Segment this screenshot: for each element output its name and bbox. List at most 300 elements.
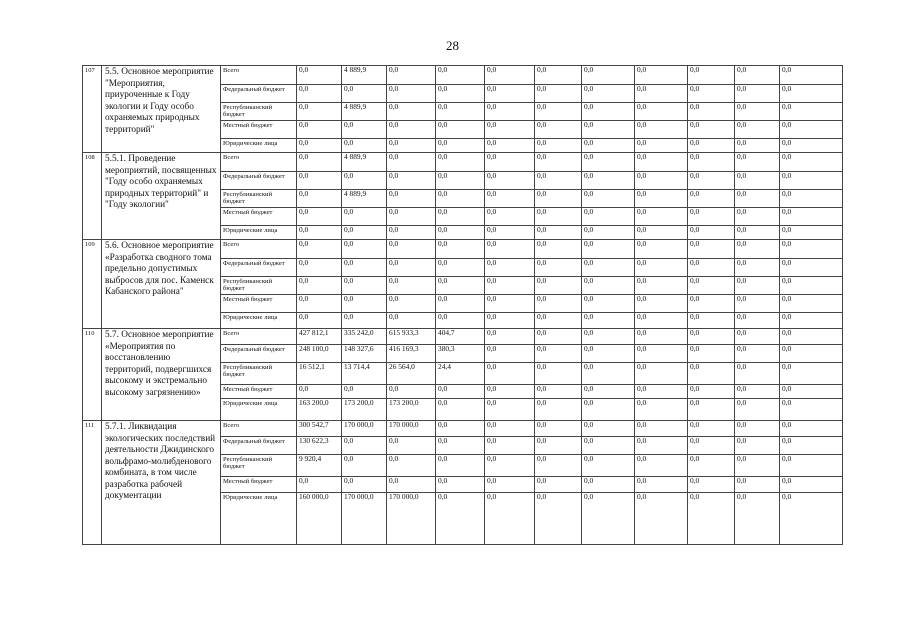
amount-cell: 0,0: [485, 259, 535, 277]
amount-cell: 380,3: [436, 345, 485, 363]
amount-cell: 0,0: [387, 103, 436, 121]
amount-cell: 0,0: [297, 85, 342, 103]
amount-cell: 0,0: [436, 172, 485, 190]
amount-cell: 0,0: [582, 66, 635, 85]
amount-cell: 0,0: [485, 172, 535, 190]
amount-cell: 0,0: [582, 139, 635, 153]
amount-cell: 170 000,0: [387, 493, 436, 545]
amount-cell: 0,0: [387, 259, 436, 277]
amount-cell: 0,0: [342, 259, 387, 277]
amount-cell: 0,0: [436, 455, 485, 477]
amount-cell: 0,0: [735, 240, 780, 259]
amount-cell: 0,0: [297, 103, 342, 121]
amount-cell: 0,0: [735, 493, 780, 545]
amount-cell: 0,0: [780, 226, 843, 240]
amount-cell: 0,0: [780, 313, 843, 329]
amount-cell: 148 327,6: [342, 345, 387, 363]
amount-cell: 170 000,0: [342, 421, 387, 437]
amount-cell: 0,0: [780, 421, 843, 437]
table-row: [83, 66, 843, 85]
amount-cell: 0,0: [485, 455, 535, 477]
amount-cell: 0,0: [387, 208, 436, 226]
amount-cell: 0,0: [582, 85, 635, 103]
amount-cell: 0,0: [780, 363, 843, 385]
amount-cell: 0,0: [535, 226, 582, 240]
amount-cell: 0,0: [635, 240, 688, 259]
amount-cell: 0,0: [635, 313, 688, 329]
amount-cell: 0,0: [688, 437, 735, 455]
amount-cell: 0,0: [688, 66, 735, 85]
table-row: [83, 153, 843, 172]
amount-cell: 0,0: [436, 477, 485, 493]
amount-cell: 0,0: [780, 259, 843, 277]
amount-cell: 0,0: [635, 295, 688, 313]
amount-cell: 0,0: [485, 66, 535, 85]
amount-cell: 0,0: [780, 240, 843, 259]
amount-cell: 163 200,0: [297, 399, 342, 421]
funding-source: Юридические лица: [221, 226, 297, 240]
amount-cell: 335 242,0: [342, 329, 387, 345]
amount-cell: 0,0: [582, 477, 635, 493]
amount-cell: 0,0: [342, 85, 387, 103]
amount-cell: 0,0: [485, 240, 535, 259]
amount-cell: 0,0: [485, 295, 535, 313]
amount-cell: 0,0: [688, 208, 735, 226]
amount-cell: 0,0: [485, 121, 535, 139]
amount-cell: 26 564,0: [387, 363, 436, 385]
amount-cell: 0,0: [780, 455, 843, 477]
amount-cell: 0,0: [635, 172, 688, 190]
amount-cell: 0,0: [635, 190, 688, 208]
amount-cell: 0,0: [735, 313, 780, 329]
amount-cell: 9 920,4: [297, 455, 342, 477]
amount-cell: 0,0: [436, 399, 485, 421]
amount-cell: 0,0: [582, 103, 635, 121]
funding-source: Федеральный бюджет: [221, 259, 297, 277]
amount-cell: 0,0: [387, 385, 436, 399]
amount-cell: 300 542,7: [297, 421, 342, 437]
amount-cell: 0,0: [780, 172, 843, 190]
amount-cell: 0,0: [780, 85, 843, 103]
amount-cell: 160 000,0: [297, 493, 342, 545]
amount-cell: 0,0: [436, 85, 485, 103]
amount-cell: 0,0: [535, 345, 582, 363]
amount-cell: 0,0: [297, 139, 342, 153]
funding-source: Республиканский бюджет: [221, 103, 297, 121]
amount-cell: 0,0: [635, 66, 688, 85]
amount-cell: 0,0: [436, 493, 485, 545]
amount-cell: 0,0: [582, 277, 635, 295]
amount-cell: 0,0: [735, 385, 780, 399]
row-number: 107: [83, 66, 102, 153]
amount-cell: 0,0: [688, 226, 735, 240]
amount-cell: 0,0: [342, 313, 387, 329]
amount-cell: 0,0: [780, 477, 843, 493]
amount-cell: 170 000,0: [342, 493, 387, 545]
amount-cell: 0,0: [735, 277, 780, 295]
amount-cell: 0,0: [297, 153, 342, 172]
amount-cell: 0,0: [485, 190, 535, 208]
amount-cell: 0,0: [297, 172, 342, 190]
amount-cell: 0,0: [688, 240, 735, 259]
amount-cell: 0,0: [688, 190, 735, 208]
table-row: [83, 421, 843, 437]
amount-cell: 0,0: [297, 66, 342, 85]
funding-source: Всего: [221, 329, 297, 345]
amount-cell: 0,0: [436, 421, 485, 437]
amount-cell: 0,0: [535, 329, 582, 345]
amount-cell: 0,0: [342, 139, 387, 153]
amount-cell: 0,0: [780, 493, 843, 545]
amount-cell: 0,0: [297, 477, 342, 493]
funding-source: Федеральный бюджет: [221, 437, 297, 455]
funding-source: Местный бюджет: [221, 477, 297, 493]
funding-source: Юридические лица: [221, 139, 297, 153]
amount-cell: 0,0: [342, 226, 387, 240]
amount-cell: 0,0: [582, 437, 635, 455]
amount-cell: 0,0: [387, 477, 436, 493]
amount-cell: 0,0: [635, 455, 688, 477]
amount-cell: 0,0: [582, 313, 635, 329]
amount-cell: 0,0: [387, 240, 436, 259]
amount-cell: 0,0: [535, 208, 582, 226]
amount-cell: 0,0: [436, 437, 485, 455]
amount-cell: 0,0: [735, 259, 780, 277]
amount-cell: 0,0: [485, 345, 535, 363]
measure-name: 5.6. Основное мероприятие «Разработка сводного тома предельно допустимых выбросов для пос. Каменск Кабанского района": [102, 240, 221, 329]
amount-cell: 0,0: [297, 121, 342, 139]
funding-source: Местный бюджет: [221, 208, 297, 226]
row-number: 109: [83, 240, 102, 329]
amount-cell: 0,0: [735, 85, 780, 103]
funding-source: Местный бюджет: [221, 295, 297, 313]
amount-cell: 0,0: [635, 493, 688, 545]
amount-cell: 0,0: [436, 259, 485, 277]
amount-cell: 0,0: [485, 385, 535, 399]
amount-cell: 0,0: [688, 329, 735, 345]
amount-cell: 0,0: [342, 437, 387, 455]
amount-cell: 0,0: [342, 385, 387, 399]
amount-cell: 0,0: [635, 363, 688, 385]
amount-cell: 0,0: [735, 190, 780, 208]
amount-cell: 0,0: [780, 399, 843, 421]
amount-cell: 0,0: [535, 277, 582, 295]
amount-cell: 0,0: [436, 226, 485, 240]
amount-cell: 0,0: [780, 329, 843, 345]
funding-source: Республиканский бюджет: [221, 363, 297, 385]
amount-cell: 0,0: [635, 226, 688, 240]
amount-cell: 0,0: [582, 455, 635, 477]
amount-cell: 4 889,9: [342, 153, 387, 172]
amount-cell: 0,0: [582, 329, 635, 345]
amount-cell: 0,0: [735, 399, 780, 421]
amount-cell: 0,0: [688, 363, 735, 385]
amount-cell: 0,0: [635, 421, 688, 437]
amount-cell: 0,0: [582, 190, 635, 208]
amount-cell: 0,0: [635, 259, 688, 277]
amount-cell: 0,0: [688, 153, 735, 172]
amount-cell: 0,0: [485, 208, 535, 226]
amount-cell: 0,0: [582, 226, 635, 240]
amount-cell: 0,0: [688, 121, 735, 139]
amount-cell: 0,0: [780, 277, 843, 295]
amount-cell: 0,0: [735, 329, 780, 345]
amount-cell: 0,0: [436, 66, 485, 85]
amount-cell: 0,0: [436, 208, 485, 226]
funding-source: Федеральный бюджет: [221, 172, 297, 190]
amount-cell: 0,0: [436, 103, 485, 121]
amount-cell: 0,0: [582, 345, 635, 363]
amount-cell: 0,0: [688, 295, 735, 313]
amount-cell: 130 622,3: [297, 437, 342, 455]
amount-cell: 0,0: [735, 139, 780, 153]
amount-cell: 0,0: [582, 295, 635, 313]
amount-cell: 0,0: [297, 190, 342, 208]
amount-cell: 0,0: [342, 277, 387, 295]
amount-cell: 0,0: [635, 103, 688, 121]
amount-cell: 0,0: [688, 493, 735, 545]
amount-cell: 0,0: [297, 277, 342, 295]
amount-cell: 0,0: [387, 313, 436, 329]
amount-cell: 0,0: [535, 437, 582, 455]
amount-cell: 0,0: [297, 208, 342, 226]
amount-cell: 0,0: [387, 139, 436, 153]
amount-cell: 0,0: [535, 240, 582, 259]
amount-cell: 0,0: [635, 153, 688, 172]
amount-cell: 0,0: [582, 363, 635, 385]
amount-cell: 0,0: [342, 121, 387, 139]
amount-cell: 0,0: [485, 477, 535, 493]
amount-cell: 0,0: [387, 172, 436, 190]
amount-cell: 0,0: [582, 153, 635, 172]
amount-cell: 4 889,9: [342, 66, 387, 85]
amount-cell: 0,0: [297, 226, 342, 240]
amount-cell: 0,0: [535, 385, 582, 399]
amount-cell: 0,0: [688, 385, 735, 399]
amount-cell: 0,0: [297, 385, 342, 399]
amount-cell: 0,0: [735, 103, 780, 121]
amount-cell: 0,0: [436, 153, 485, 172]
amount-cell: 0,0: [535, 85, 582, 103]
funding-source: Федеральный бюджет: [221, 85, 297, 103]
amount-cell: 0,0: [780, 190, 843, 208]
amount-cell: 173 200,0: [342, 399, 387, 421]
amount-cell: 0,0: [297, 240, 342, 259]
amount-cell: 13 714,4: [342, 363, 387, 385]
amount-cell: 0,0: [342, 240, 387, 259]
amount-cell: 0,0: [535, 153, 582, 172]
amount-cell: 0,0: [780, 385, 843, 399]
amount-cell: 0,0: [387, 121, 436, 139]
amount-cell: 0,0: [485, 153, 535, 172]
amount-cell: 0,0: [485, 363, 535, 385]
amount-cell: 0,0: [635, 121, 688, 139]
amount-cell: 0,0: [688, 313, 735, 329]
amount-cell: 404,7: [436, 329, 485, 345]
page-number: 28: [446, 38, 459, 53]
amount-cell: 0,0: [387, 295, 436, 313]
amount-cell: 0,0: [735, 363, 780, 385]
amount-cell: 0,0: [387, 153, 436, 172]
amount-cell: 0,0: [436, 139, 485, 153]
amount-cell: 0,0: [535, 190, 582, 208]
amount-cell: 0,0: [485, 313, 535, 329]
amount-cell: 0,0: [688, 85, 735, 103]
funding-source: Юридические лица: [221, 399, 297, 421]
amount-cell: 0,0: [582, 399, 635, 421]
amount-cell: 24,4: [436, 363, 485, 385]
amount-cell: 0,0: [342, 455, 387, 477]
funding-source: Местный бюджет: [221, 385, 297, 399]
amount-cell: 170 000,0: [387, 421, 436, 437]
amount-cell: 0,0: [485, 421, 535, 437]
table-row: [83, 329, 843, 345]
measure-name: 5.7.1. Ликвидация экологических последствий деятельности Джидинского вольфрамо-молибденового комбината, в том числе разработка рабочей документации: [102, 421, 221, 545]
amount-cell: 0,0: [485, 226, 535, 240]
amount-cell: 427 812,1: [297, 329, 342, 345]
amount-cell: 0,0: [688, 277, 735, 295]
amount-cell: 0,0: [635, 277, 688, 295]
amount-cell: 0,0: [436, 385, 485, 399]
amount-cell: 0,0: [535, 313, 582, 329]
amount-cell: 0,0: [535, 172, 582, 190]
amount-cell: 16 512,1: [297, 363, 342, 385]
amount-cell: 0,0: [688, 345, 735, 363]
amount-cell: 0,0: [535, 493, 582, 545]
amount-cell: 0,0: [387, 190, 436, 208]
measure-name: 5.7. Основное мероприятие «Мероприятия по восстановлению территорий, подвергшихся высокому и экстремально высокому загрязнению»: [102, 329, 221, 421]
amount-cell: 0,0: [535, 103, 582, 121]
amount-cell: 0,0: [688, 103, 735, 121]
amount-cell: 0,0: [780, 103, 843, 121]
amount-cell: 0,0: [387, 85, 436, 103]
amount-cell: 0,0: [635, 208, 688, 226]
amount-cell: 0,0: [387, 455, 436, 477]
amount-cell: 0,0: [582, 208, 635, 226]
funding-source: Республиканский бюджет: [221, 277, 297, 295]
amount-cell: 0,0: [780, 121, 843, 139]
table-row: [83, 240, 843, 259]
amount-cell: 0,0: [780, 66, 843, 85]
amount-cell: 0,0: [688, 455, 735, 477]
amount-cell: 0,0: [780, 208, 843, 226]
amount-cell: 0,0: [535, 66, 582, 85]
amount-cell: 0,0: [436, 190, 485, 208]
amount-cell: 0,0: [387, 437, 436, 455]
amount-cell: 0,0: [342, 295, 387, 313]
measure-name: 5.5.1. Проведение мероприятий, посвященных "Году особо охраняемых природных территорий" и "Году экологии": [102, 153, 221, 240]
amount-cell: 0,0: [688, 477, 735, 493]
amount-cell: 0,0: [635, 437, 688, 455]
funding-source: Всего: [221, 66, 297, 85]
funding-source: Местный бюджет: [221, 121, 297, 139]
amount-cell: 0,0: [342, 208, 387, 226]
amount-cell: 0,0: [635, 385, 688, 399]
amount-cell: 0,0: [535, 139, 582, 153]
amount-cell: 0,0: [582, 421, 635, 437]
amount-cell: 0,0: [485, 493, 535, 545]
amount-cell: 0,0: [582, 240, 635, 259]
table-body: [83, 66, 843, 545]
funding-source: Юридические лица: [221, 313, 297, 329]
amount-cell: 0,0: [342, 172, 387, 190]
amount-cell: 416 169,3: [387, 345, 436, 363]
amount-cell: 0,0: [485, 85, 535, 103]
amount-cell: 0,0: [582, 259, 635, 277]
amount-cell: 0,0: [635, 139, 688, 153]
amount-cell: 0,0: [735, 121, 780, 139]
amount-cell: 0,0: [436, 313, 485, 329]
amount-cell: 0,0: [297, 259, 342, 277]
amount-cell: 0,0: [485, 399, 535, 421]
amount-cell: 0,0: [582, 172, 635, 190]
amount-cell: 0,0: [688, 172, 735, 190]
amount-cell: 0,0: [735, 66, 780, 85]
amount-cell: 0,0: [387, 226, 436, 240]
funding-source: Юридические лица: [221, 493, 297, 545]
amount-cell: 0,0: [780, 345, 843, 363]
amount-cell: 0,0: [688, 259, 735, 277]
funding-source: Республиканский бюджет: [221, 455, 297, 477]
amount-cell: 0,0: [535, 399, 582, 421]
amount-cell: 0,0: [635, 345, 688, 363]
amount-cell: 0,0: [635, 477, 688, 493]
amount-cell: 4 889,9: [342, 103, 387, 121]
amount-cell: 0,0: [535, 121, 582, 139]
amount-cell: 0,0: [342, 477, 387, 493]
funding-source: Федеральный бюджет: [221, 345, 297, 363]
funding-source: Всего: [221, 153, 297, 172]
amount-cell: 0,0: [780, 437, 843, 455]
amount-cell: 0,0: [735, 477, 780, 493]
amount-cell: 0,0: [780, 153, 843, 172]
amount-cell: 0,0: [485, 437, 535, 455]
amount-cell: 0,0: [485, 329, 535, 345]
funding-source: Республиканский бюджет: [221, 190, 297, 208]
amount-cell: 0,0: [635, 329, 688, 345]
amount-cell: 0,0: [635, 85, 688, 103]
amount-cell: 0,0: [688, 421, 735, 437]
amount-cell: 615 933,3: [387, 329, 436, 345]
amount-cell: 0,0: [688, 139, 735, 153]
amount-cell: 248 100,0: [297, 345, 342, 363]
amount-cell: 0,0: [387, 66, 436, 85]
amount-cell: 0,0: [485, 139, 535, 153]
amount-cell: 0,0: [535, 259, 582, 277]
amount-cell: 4 889,9: [342, 190, 387, 208]
amount-cell: 0,0: [436, 295, 485, 313]
amount-cell: 0,0: [582, 121, 635, 139]
amount-cell: 0,0: [485, 103, 535, 121]
amount-cell: 0,0: [735, 172, 780, 190]
amount-cell: 0,0: [535, 295, 582, 313]
row-number: 110: [83, 329, 102, 421]
amount-cell: 0,0: [582, 493, 635, 545]
amount-cell: 0,0: [535, 455, 582, 477]
measure-name: 5.5. Основное мероприятие "Мероприятия, приуроченные к Году экологии и Году особо охраняемых природных территорий": [102, 66, 221, 153]
amount-cell: 0,0: [387, 277, 436, 295]
amount-cell: 0,0: [735, 208, 780, 226]
amount-cell: 0,0: [735, 226, 780, 240]
budget-table: [82, 65, 843, 545]
amount-cell: 0,0: [535, 363, 582, 385]
amount-cell: 173 200,0: [387, 399, 436, 421]
amount-cell: 0,0: [780, 139, 843, 153]
amount-cell: 0,0: [436, 121, 485, 139]
amount-cell: 0,0: [535, 421, 582, 437]
amount-cell: 0,0: [735, 455, 780, 477]
amount-cell: 0,0: [735, 421, 780, 437]
